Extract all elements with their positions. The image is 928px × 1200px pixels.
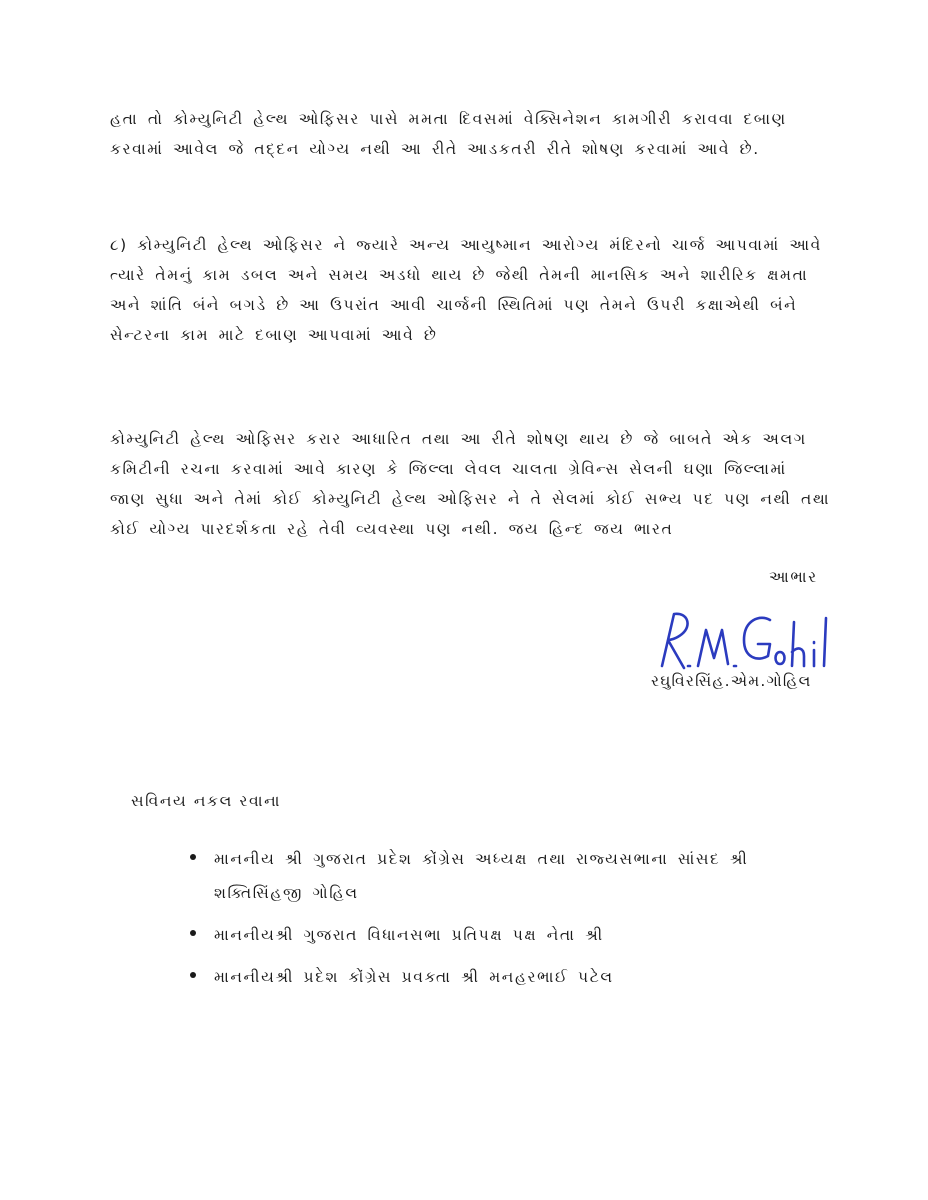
copy-to-heading: સવિનય નકલ રવાના [131, 792, 282, 810]
paragraph-line: ૮) કોમ્યુનિટી હેલ્થ ઓફિસર ને જ્યારે અન્ય આયુષ્માન આરોગ્ય મંદિરનો ચાર્જ આપવામાં આવે [110, 236, 822, 254]
bullet-icon [190, 930, 196, 936]
signer-name: રઘુવિરસિંહ.એમ.ગોહિલ [651, 672, 812, 690]
paragraph-point-8 [110, 230, 822, 350]
copy-recipient-list [190, 842, 810, 1002]
paragraph-line: કોઈ યોગ્ય પારદર્શકતા રહે તેવી વ્યવસ્થા પણ નથી. જય હિન્દ જય ભારત [110, 520, 674, 538]
paragraph-line: ત્યારે તેમનું કામ ડબલ અને સમય અડધો થાય છે જેથી તેમની માનસિક અને શારીરિક ક્ષમતા [110, 266, 809, 284]
paragraph-line: અને શાંતિ બંને બગડે છે આ ઉપરાંત આવી ચાર્જની સ્થિતિમાં પણ તેમને ઉપરી કક્ષાએથી બંને [110, 296, 798, 314]
bullet-icon [190, 854, 196, 860]
list-item [190, 960, 810, 994]
recipient-line: શક્તિસિંહજી ગોહિલ [214, 884, 359, 902]
bullet-icon [190, 972, 196, 978]
list-item [190, 842, 810, 910]
recipient-line: માનનીય શ્રી ગુજરાત પ્રદેશ કોંગ્રેસ અધ્યક્ષ તથા રાજ્યસભાના સાંસદ શ્રી [214, 850, 749, 868]
handwritten-signature [648, 606, 848, 676]
paragraph-committee-request [110, 424, 831, 544]
paragraph-line: કમિટીની રચના કરવામાં આવે કારણ કે જિલ્લા લેવલ ચાલતા ગ્રેવિન્સ સેલની ઘણા જિલ્લામાં [110, 460, 787, 478]
paragraph-line: હતા તો કોમ્યુનિટી હેલ્થ ઓફિસર પાસે મમતા દિવસમાં વેક્સિનેશન કામગીરી કરાવવા દબાણ [110, 110, 787, 128]
recipient-line: માનનીયશ્રી પ્રદેશ કોંગ્રેસ પ્રવક્તા શ્રી મનહરભાઈ પટેલ [214, 968, 614, 986]
closing-thanks: આભાર [769, 568, 818, 586]
recipient-line: માનનીયશ્રી ગુજરાત વિધાનસભા પ્રતિપક્ષ પક્ષ નેતા શ્રી [214, 926, 604, 944]
list-item [190, 918, 810, 952]
paragraph-line: સેન્ટરના કામ માટે દબાણ આપવામાં આવે છે [110, 326, 438, 344]
paragraph-line: જાણ સુધા અને તેમાં કોઈ કોમ્યુનિટી હેલ્થ ઓફિસર ને તે સેલમાં કોઈ સભ્ય પદ પણ નથી તથા [110, 490, 831, 508]
paragraph-line: કોમ્યુનિટી હેલ્થ ઓફિસર કરાર આધારિત તથા આ રીતે શોષણ થાય છે જે બાબતે એક અલગ [110, 430, 807, 448]
paragraph-continued [110, 104, 810, 164]
paragraph-line: કરવામાં આવેલ જે તદ્દન યોગ્ય નથી આ રીતે આડકતરી રીતે શોષણ કરવામાં આવે છે. [110, 140, 760, 158]
